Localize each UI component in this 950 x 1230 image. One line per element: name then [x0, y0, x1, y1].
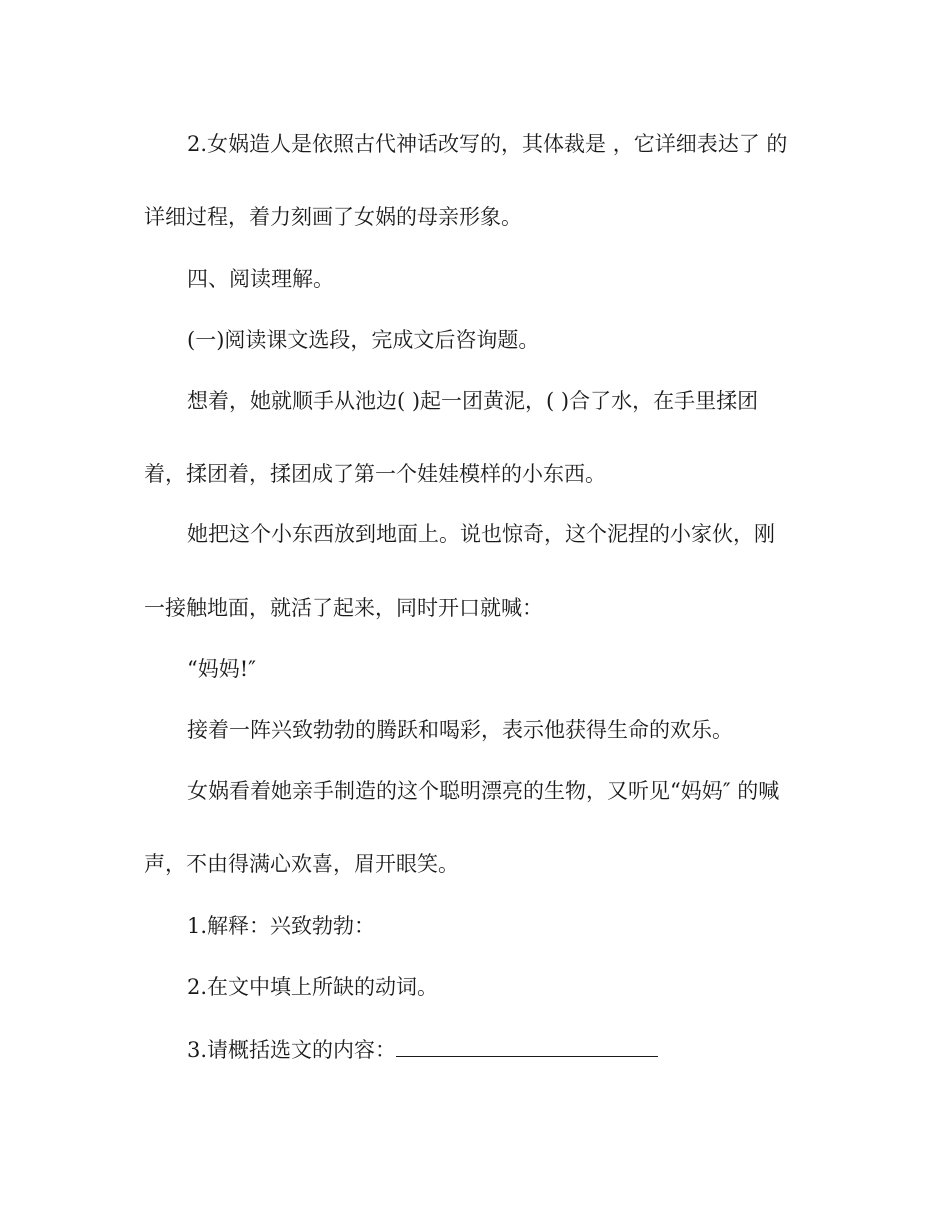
text-line: 接着一阵兴致勃勃的腾跃和喝彩，表示他获得生命的欢乐。 [187, 718, 733, 742]
question-1: 1.解释：兴致勃勃： [187, 914, 376, 938]
subsection-heading: (一)阅读课文选段，完成文后咨询题。 [187, 328, 540, 352]
question-3-text: 3.请概括选文的内容： [187, 1038, 397, 1062]
text-line: 声，不由得满心欢喜，眉开眼笑。 [144, 852, 459, 876]
text-line: “妈妈!″ [187, 657, 257, 681]
question-2: 2.在文中填上所缺的动词。 [187, 975, 439, 999]
text-line: 一接触地面，就活了起来，同时开口就喊： [144, 596, 543, 620]
section-heading: 四、阅读理解。 [187, 267, 334, 291]
text-line: 想着，她就顺手从池边( )起一团黄泥，( )合了水，在手里揉团 [187, 389, 759, 413]
text-line: 2.女娲造人是依照古代神话改写的，其体裁是 ，它详细表达了 的 [187, 132, 788, 156]
question-3 [187, 1034, 658, 1064]
text-line: 她把这个小东西放到地面上。说也惊奇，这个泥捏的小家伙，刚 [187, 522, 775, 546]
answer-blank [396, 1034, 658, 1057]
text-line: 女娲看着她亲手制造的这个聪明漂亮的生物，又听见“妈妈″ 的喊 [187, 779, 780, 803]
text-line: 着，揉团着，揉团成了第一个娃娃模样的小东西。 [144, 462, 606, 486]
text-line: 详细过程，着力刻画了女娲的母亲形象。 [144, 205, 522, 229]
